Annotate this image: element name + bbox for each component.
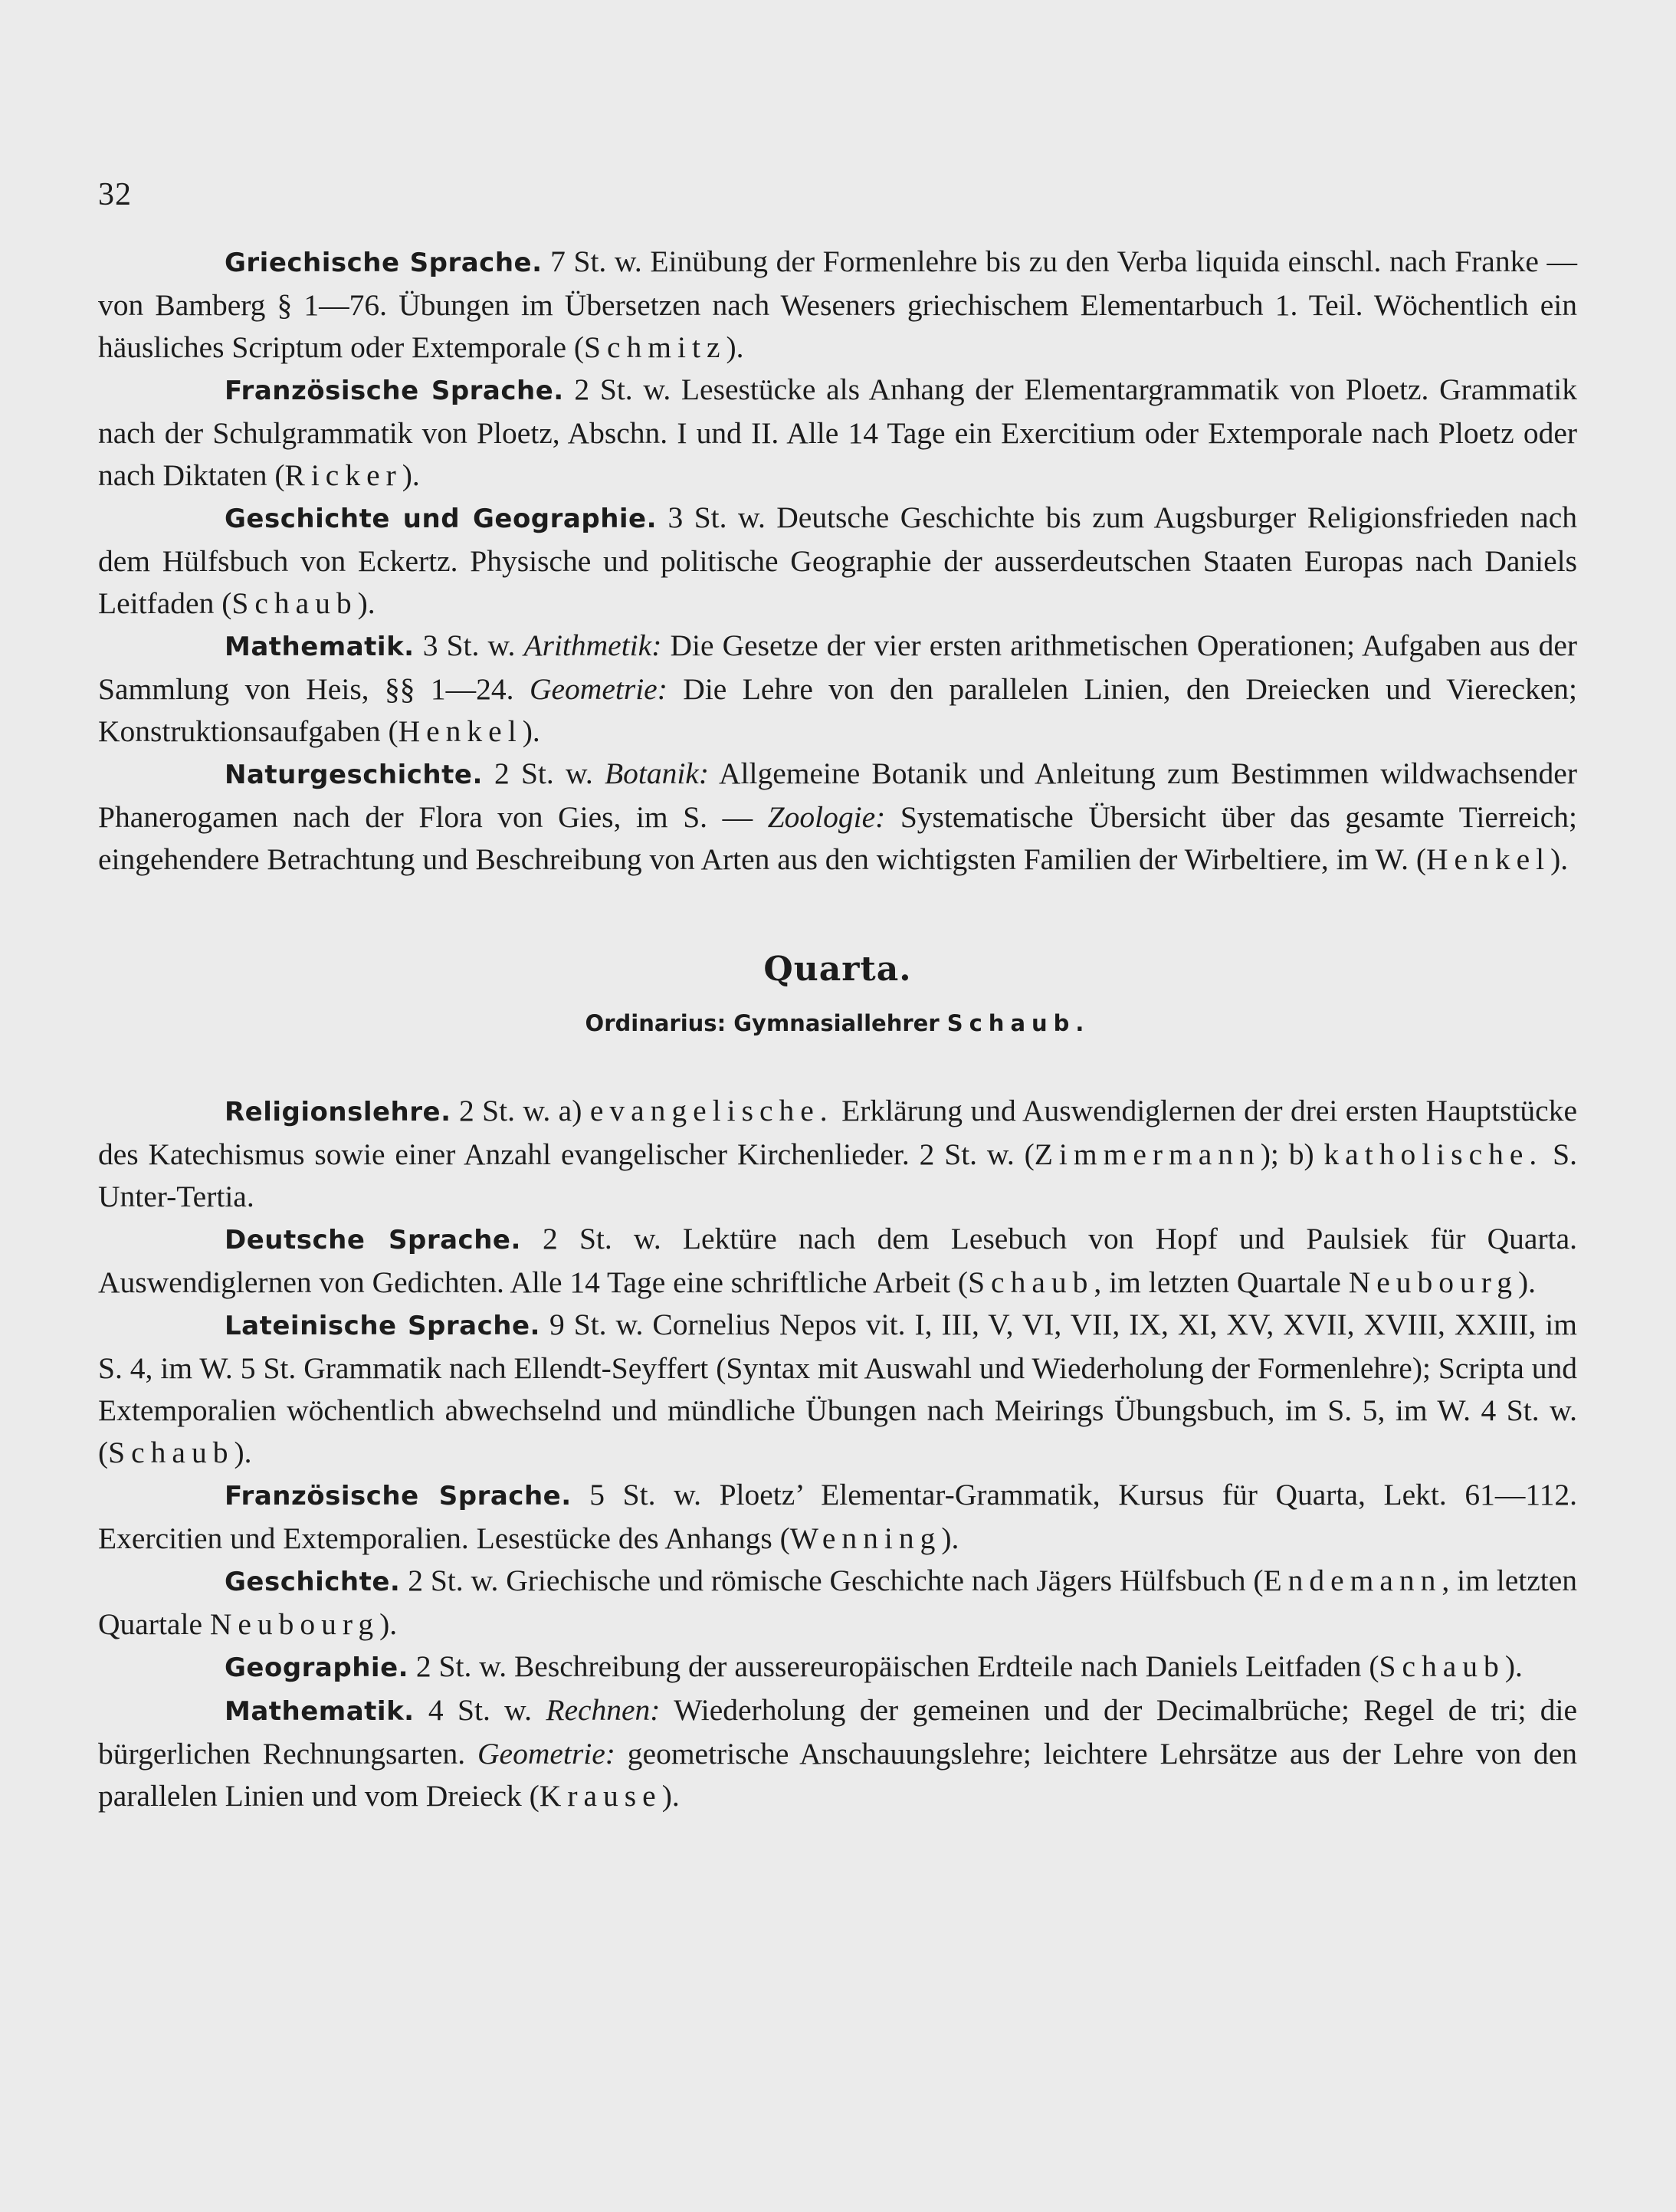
person-name: Schaub bbox=[108, 1436, 235, 1469]
subject-paragraph bbox=[98, 1304, 1577, 1474]
body-text: 2 St. w. Beschreibung der aussereuropäischen Erdteile nach Daniels Leitfaden ( bbox=[408, 1649, 1379, 1683]
person-name: katholische. bbox=[1323, 1137, 1543, 1171]
body-text: Wiederholung der gemeinen und der Decimalbrüche; Regel de tri; die bürgerlichen Rechnungsarten. bbox=[98, 1693, 1577, 1771]
body-text: ). bbox=[522, 714, 540, 748]
body-text: ). bbox=[1517, 1265, 1536, 1299]
body-text: Allgemeine Botanik und Anleitung zum Bestimmen wildwachsender Phanerogamen nach der Flora von Gies, im S. — bbox=[98, 756, 1577, 834]
person-name: Neubourg bbox=[1348, 1265, 1518, 1299]
subject-paragraph bbox=[98, 1474, 1577, 1560]
body-text: ). bbox=[726, 330, 744, 364]
person-name: Endemann bbox=[1263, 1564, 1442, 1597]
person-name: Schmitz bbox=[584, 330, 726, 364]
top-section bbox=[98, 241, 1577, 881]
body-text: ); b) bbox=[1260, 1137, 1324, 1171]
body-text: S. Unter-Tertia. bbox=[98, 1137, 1577, 1213]
topic-label: Botanik: bbox=[604, 756, 709, 790]
ordinarius-name: Schaub. bbox=[946, 1010, 1091, 1036]
subject-heading: Deutsche Sprache. bbox=[225, 1225, 521, 1255]
topic-label: Geometrie: bbox=[477, 1737, 615, 1771]
body-text: 2 St. w. bbox=[482, 756, 605, 790]
topic-label: Rechnen: bbox=[546, 1693, 661, 1727]
topic-label: Arithmetik: bbox=[523, 628, 662, 662]
body-text: , im letzten Quartale bbox=[1094, 1265, 1349, 1299]
person-name: Wenning bbox=[789, 1521, 942, 1555]
subject-paragraph bbox=[98, 625, 1577, 753]
person-name: Henkel bbox=[398, 714, 523, 748]
person-name: Ricker bbox=[284, 458, 402, 492]
body-text: 2 St. w. Lesestücke als Anhang der Elementargrammatik von Ploetz. Grammatik nach der Schulgrammatik von Ploetz, Abschn. I und II. Alle 14 Tage ein Exercitium oder Extemporale nach Ploetz oder nach Diktaten ( bbox=[98, 372, 1577, 492]
subject-paragraph bbox=[98, 753, 1577, 881]
person-name: Henkel bbox=[1426, 842, 1551, 876]
page-number: 32 bbox=[98, 177, 132, 212]
body-text: 9 St. w. Cornelius Nepos vit. I, III, V, VI, VII, IX, XI, XV, XVII, XVIII, XXIII, im S. 4, im W. 5 St. Grammatik nach Ellendt-Seyffert (Syntax mit Auswahl und Wiederholung der Formenlehre); Scripta und Extemporalien wöchentlich abwechselnd und mündliche Übungen nach Meirings Übungsbuch, im S. 5, im W. 4 St. w. ( bbox=[98, 1308, 1577, 1469]
body-text: 5 St. w. Ploetz’ Elementar-Grammatik, Kursus für Quarta, Lekt. 61—112. Exercitien und Extemporalien. Lesestücke des Anhangs ( bbox=[98, 1478, 1578, 1555]
person-name: Schaub bbox=[1379, 1649, 1505, 1683]
subject-heading: Geographie. bbox=[225, 1652, 409, 1683]
person-name: evangelische. bbox=[589, 1094, 834, 1127]
subject-paragraph bbox=[98, 1218, 1577, 1304]
section-title: Quarta. bbox=[763, 950, 912, 989]
body-text: ). bbox=[1504, 1649, 1523, 1683]
body-text: 4 St. w. bbox=[414, 1693, 546, 1727]
body-text: 2 St. w. Lektüre nach dem Lesebuch von Hopf und Paulsiek für Quarta. Auswendiglernen von Gedichten. Alle 14 Tage eine schriftliche Arbeit ( bbox=[98, 1222, 1577, 1299]
body-text: 2 St. w. a) bbox=[451, 1094, 590, 1127]
body-text: ). bbox=[357, 586, 376, 620]
subject-paragraph bbox=[98, 1689, 1577, 1817]
body-text: ). bbox=[379, 1607, 398, 1641]
topic-label: Geometrie: bbox=[529, 672, 667, 706]
body-text: 7 St. w. Einübung der Formenlehre bis zu den Verba liquida einschl. nach Franke — von Bamberg § 1—76. Übungen im Übersetzen nach Weseners griechischem Elementarbuch 1. Teil. Wöchentlich ein häusliches Scriptum oder Extemporale ( bbox=[98, 245, 1577, 364]
person-name: Krause bbox=[539, 1779, 662, 1813]
ordinarius-label: Ordinarius: Gymnasiallehrer bbox=[585, 1010, 947, 1036]
body-text: 3 St. w. bbox=[414, 628, 524, 662]
subject-heading: Naturgeschichte. bbox=[225, 760, 483, 790]
person-name: Zimmermann bbox=[1034, 1137, 1261, 1171]
body-text: geometrische Anschauungslehre; leichtere Lehrsätze aus der Lehre von den parallelen Linien und vom Dreieck ( bbox=[98, 1737, 1577, 1813]
body-text: Die Lehre von den parallelen Linien, den Dreiecken und Vierecken; Konstruktionsaufgaben ( bbox=[98, 672, 1577, 748]
subject-heading: Religionslehre. bbox=[225, 1097, 451, 1127]
subject-heading: Französische Sprache. bbox=[225, 376, 564, 406]
topic-label: Zoologie: bbox=[767, 800, 886, 834]
subject-heading: Mathematik. bbox=[225, 1696, 415, 1727]
body-text: Systematische Übersicht über das gesamte Tierreich; eingehendere Betrachtung und Beschreibung von Arten aus den wichtigsten Familien der Wirbeltiere, im W. ( bbox=[98, 800, 1577, 876]
body-text: Erklärung und Auswendiglernen der drei ersten Hauptstücke des Katechismus sowie einer Anzahl evangelischer Kirchenlieder. 2 St. w. ( bbox=[98, 1094, 1577, 1171]
subject-paragraph bbox=[98, 241, 1577, 369]
subject-heading: Geschichte. bbox=[225, 1567, 401, 1597]
body-text: Die Gesetze der vier ersten arithmetischen Operationen; Aufgaben aus der Sammlung von Heis, §§ 1—24. bbox=[98, 628, 1577, 706]
body-text: , im letzten Quartale bbox=[98, 1564, 1578, 1641]
subject-heading: Mathematik. bbox=[225, 632, 415, 662]
ordinarius-line bbox=[98, 1010, 1577, 1036]
person-name: Schaub bbox=[968, 1265, 1094, 1299]
subject-paragraph bbox=[98, 497, 1577, 625]
body-text: ). bbox=[402, 458, 420, 492]
subject-paragraph bbox=[98, 1090, 1577, 1218]
body-text: ). bbox=[1550, 842, 1569, 876]
subject-paragraph bbox=[98, 1646, 1577, 1689]
body-text: ). bbox=[941, 1521, 959, 1555]
person-name: Neubourg bbox=[209, 1607, 380, 1641]
subject-heading: Französische Sprache. bbox=[225, 1481, 572, 1511]
page-content bbox=[98, 176, 1577, 1817]
body-text: ). bbox=[661, 1779, 680, 1813]
body-text: 3 St. w. Deutsche Geschichte bis zum Augsburger Religionsfrieden nach dem Hülfsbuch von Eckertz. Physische und politische Geographie der ausserdeutschen Staaten Europas nach Daniels Leitfaden ( bbox=[98, 500, 1578, 620]
quarta-section bbox=[98, 1090, 1577, 1817]
body-text: 2 St. w. Griechische und römische Geschichte nach Jägers Hülfsbuch ( bbox=[400, 1564, 1264, 1597]
subject-heading: Griechische Sprache. bbox=[225, 248, 543, 278]
body-text: ). bbox=[234, 1436, 252, 1469]
subject-heading: Lateinische Sprache. bbox=[225, 1311, 540, 1341]
person-name: Schaub bbox=[231, 586, 358, 620]
subject-heading: Geschichte und Geographie. bbox=[225, 504, 658, 534]
subject-paragraph bbox=[98, 369, 1577, 497]
subject-paragraph bbox=[98, 1560, 1577, 1646]
